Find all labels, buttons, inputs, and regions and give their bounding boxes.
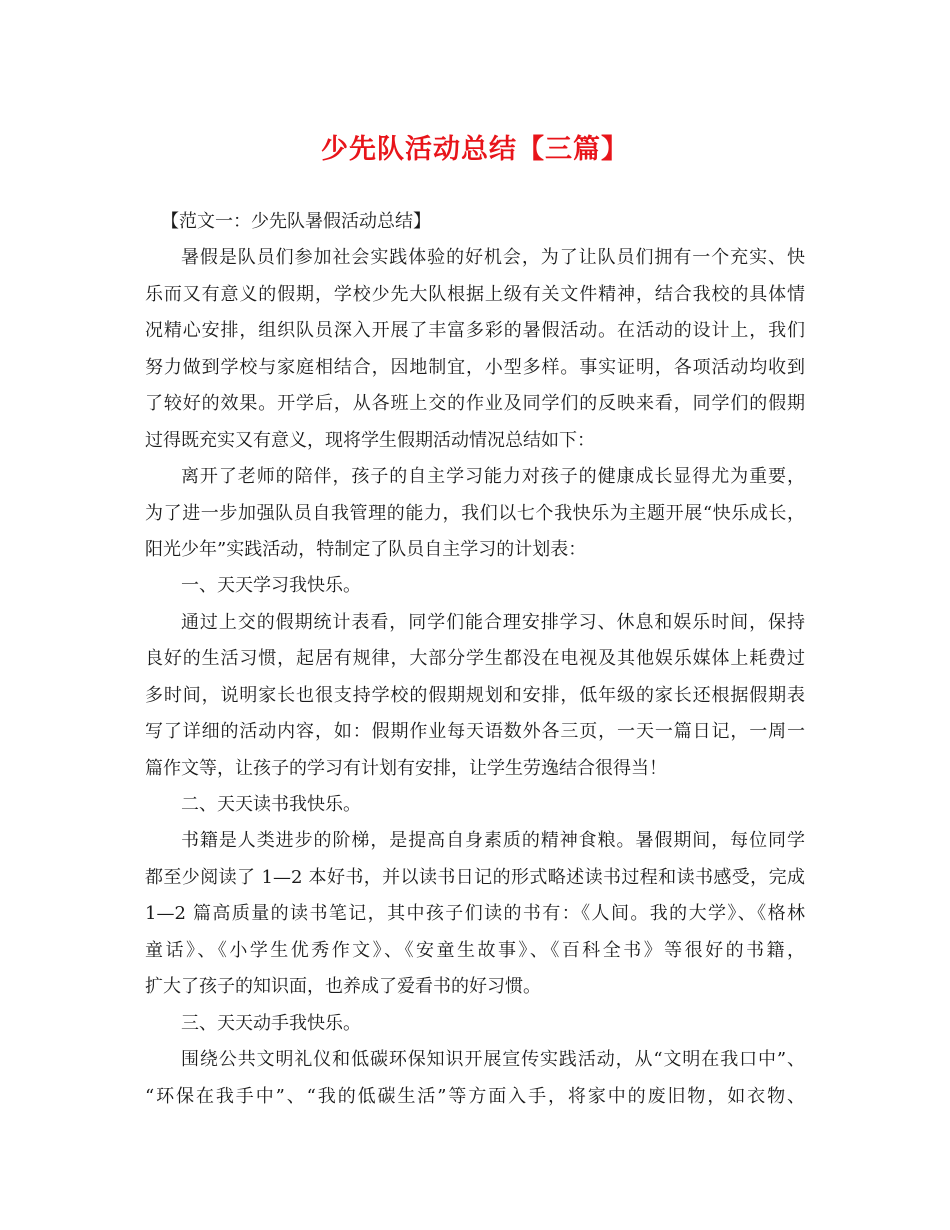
- page-title: 少先队活动总结【三篇】: [321, 134, 629, 165]
- text-line: 况精心安排，组织队员深入开展了丰富多彩的暑假活动。在活动的设计上，我们: [145, 320, 805, 342]
- text-line: 二、天天读书我快乐。: [181, 794, 361, 815]
- text-line: 围绕公共文明礼仪和低碳环保知识开展宣传实践活动，从“文明在我口中”、: [181, 1049, 805, 1071]
- text-line: 扩大了孩子的知识面，也养成了爱看书的好习惯。: [145, 976, 541, 998]
- text-line: 过得既充实又有意义，现将学生假期活动情况总结如下：: [145, 429, 595, 451]
- text-line: 为了进一步加强队员自我管理的能力，我们以七个我快乐为主题开展“快乐成长，: [145, 502, 805, 524]
- text-line: 书籍是人类进步的阶梯，是提高自身素质的精神食粮。暑假期间，每位同学: [181, 830, 805, 852]
- text-line: “环保在我手中”、“我的低碳生活”等方面入手，将家中的废旧物，如衣物、: [145, 1085, 805, 1107]
- text-line: 乐而又有意义的假期，学校少先大队根据上级有关文件精神，结合我校的具体情: [145, 283, 805, 305]
- text-line: 努力做到学校与家庭相结合，因地制宜，小型多样。事实证明，各项活动均收到: [145, 356, 805, 378]
- document-body: [145, 204, 805, 1115]
- text-line: 写了详细的活动内容，如：假期作业每天语数外各三页，一天一篇日记，一周一: [145, 721, 805, 743]
- text-line: 【范文一：少先队暑假活动总结】: [161, 211, 431, 232]
- text-line: 离开了老师的陪伴，孩子的自主学习能力对孩子的健康成长显得尤为重要，: [181, 466, 805, 488]
- text-line: 了较好的效果。开学后，从各班上交的作业及同学们的反映来看，同学们的假期: [145, 393, 805, 415]
- text-line: 一、天天学习我快乐。: [181, 575, 361, 597]
- text-line: 阳光少年”实践活动，特制定了队员自主学习的计划表：: [145, 538, 587, 560]
- text-line: 1—2 篇高质量的读书笔记，其中孩子们读的书有：《人间。我的大学》、《格林: [145, 903, 805, 925]
- text-line: 三、天天动手我快乐。: [181, 1012, 361, 1034]
- text-line: 良好的生活习惯，起居有规律，大部分学生都没在电视及其他娱乐媒体上耗费过: [145, 648, 805, 670]
- text-line: 暑假是队员们参加社会实践体验的好机会，为了让队员们拥有一个充实、快: [181, 247, 805, 269]
- text-line: 童话》、《小学生优秀作文》、《安童生故事》、《百科全书》等很好的书籍，: [145, 939, 805, 961]
- text-line: 都至少阅读了 1—2 本好书，并以读书日记的形式略述读书过程和读书感受，完成: [145, 866, 805, 888]
- text-line: 通过上交的假期统计表看，同学们能合理安排学习、休息和娱乐时间，保持: [181, 611, 805, 633]
- text-line: 篇作文等，让孩子的学习有计划有安排，让学生劳逸结合很得当！: [145, 757, 667, 779]
- text-line: 多时间，说明家长也很支持学校的假期规划和安排，低年级的家长还根据假期表: [145, 684, 805, 706]
